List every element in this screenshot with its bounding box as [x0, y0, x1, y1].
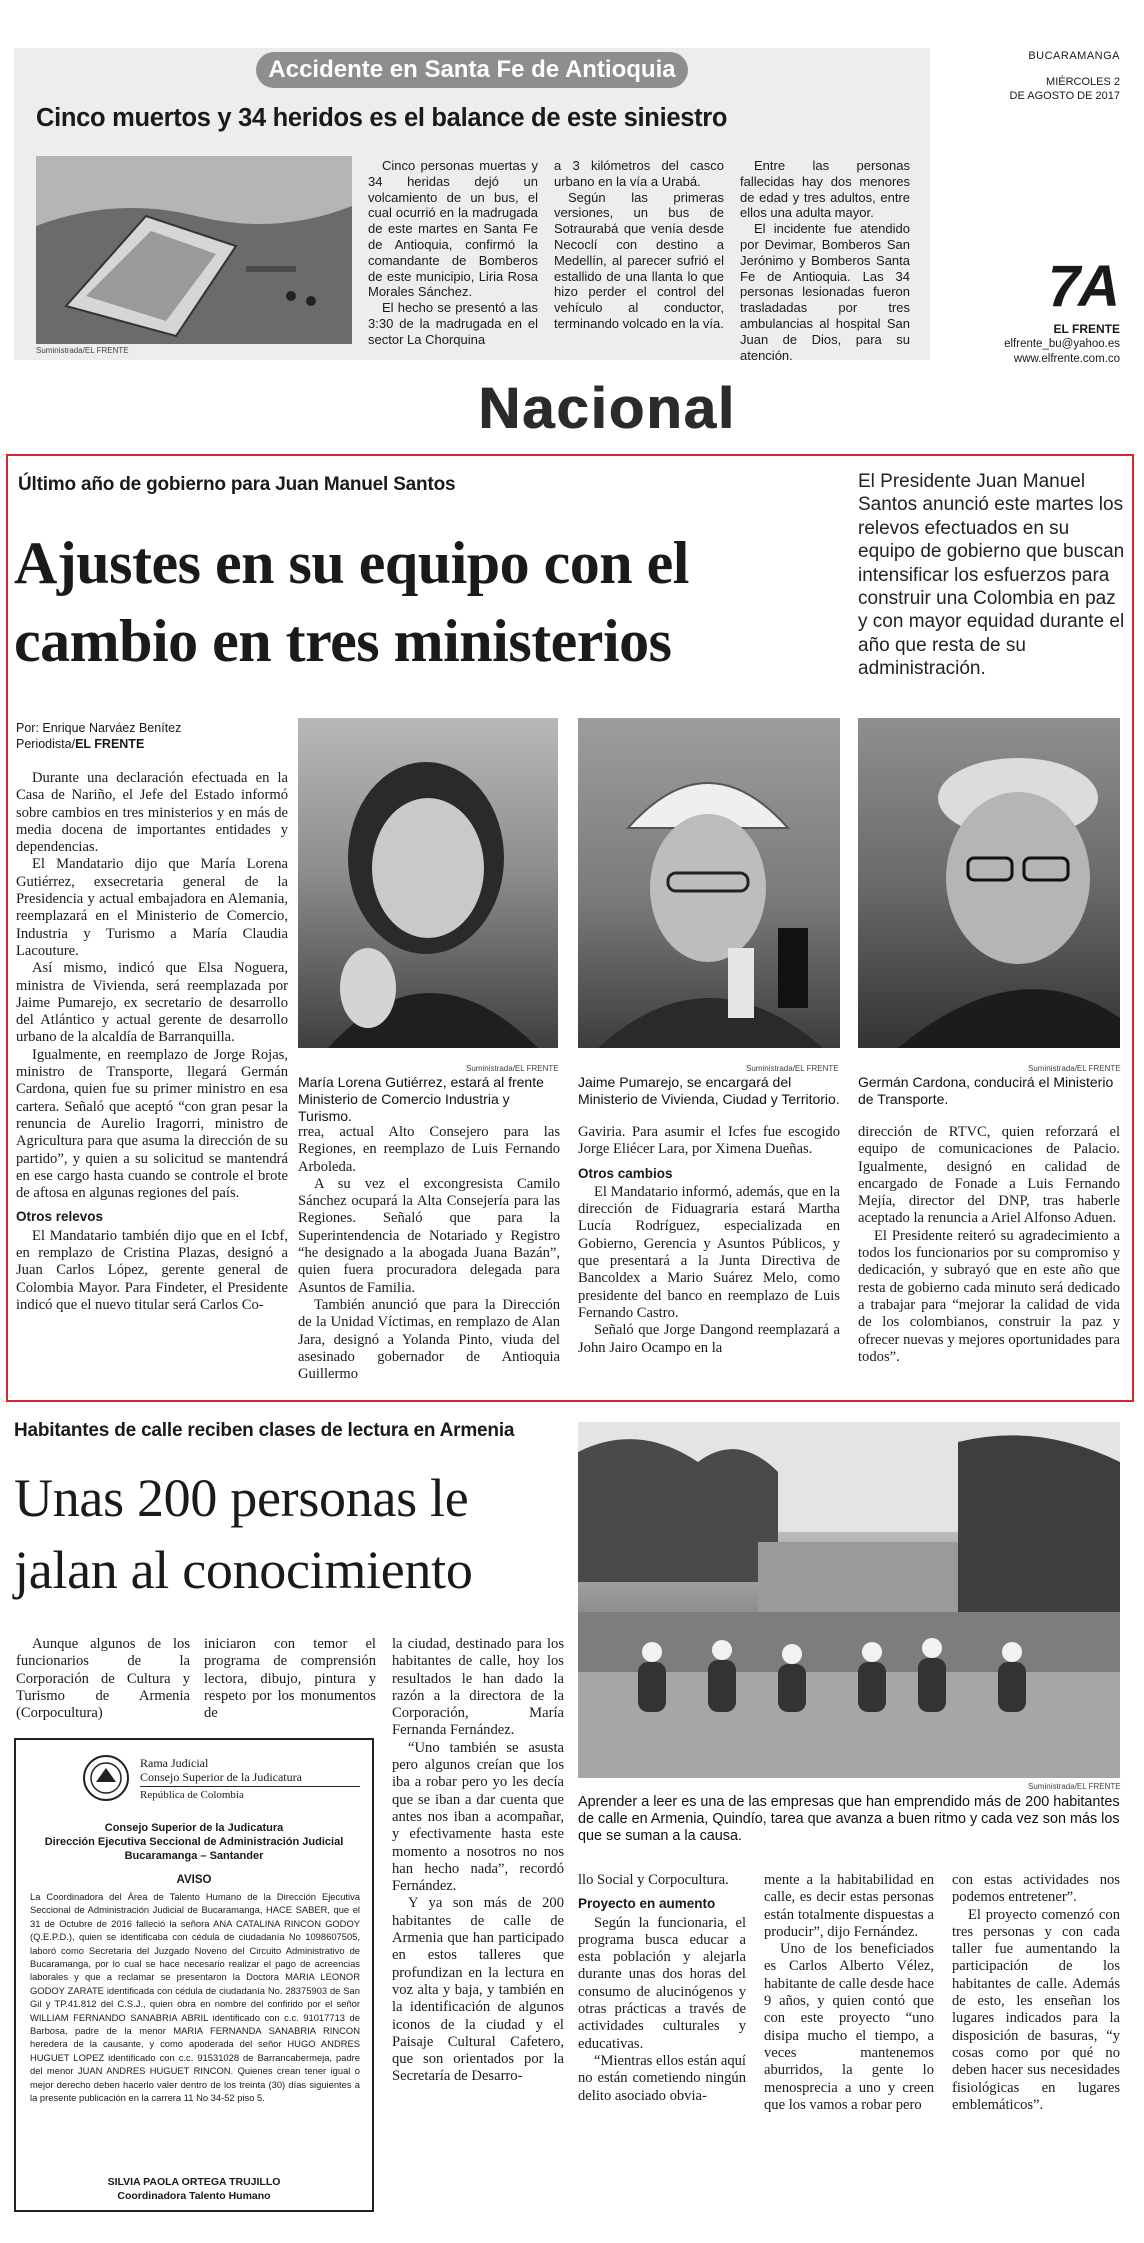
notice-org-3: República de Colombia	[140, 1786, 360, 1802]
byline-author: Por: Enrique Narváez Benítez	[16, 721, 182, 735]
second-col-5	[764, 1872, 934, 2114]
second-col5-paragraph: Uno de los beneficiados es Carlos Alberto Vélez, habitante de calle desde hace 9 años, y quien contó que con este proyecto “uno disipa mucho el tiempo, a veces mantenemos aburridos, la gente lo menosprecia a uno y creen que los vamos a robar pero	[764, 1941, 934, 2113]
second-col-2	[204, 1636, 376, 1722]
main-col-2	[298, 1124, 560, 1383]
second-headline: Unas 200 personas le jalan al conocimiento	[14, 1468, 473, 1600]
bus-accident-illustration	[36, 156, 352, 344]
portrait-man-glasses-illustration	[858, 718, 1120, 1048]
notice-head-3: Bucaramanga – Santander	[124, 1850, 264, 1862]
notice-org-2: Consejo Superior de la Judicatura	[140, 1770, 302, 1784]
second-col4-paragraph: Según la funcionaria, el programa busca educar a esta población y alejarla durante unas dos horas del consumo de alucinógenos y otras prácticas a través de actividades culturales y educativas.	[578, 1914, 746, 2052]
judiciary-seal-icon	[82, 1754, 130, 1802]
main-col1-paragraph: Durante una declaración efectuada en la Casa de Nariño, el Jefe del Estado informó sobre cambios en tres ministerios y en más de media docena de importantes entidades y dependencias.	[16, 770, 288, 856]
page-number: 7A	[1047, 254, 1118, 319]
photo-credit-3: Suministrada/EL FRENTE	[1028, 1064, 1121, 1073]
main-lede: El Presidente Juan Manuel Santos anunció este martes los relevos efectuados en su equipo de gobierno que buscan intensificar los esfuerzos para construir una Colombia en paz y con mayor equidad durante el año que resta de su administración.	[858, 471, 1125, 680]
notice-signer-title: Coordinadora Talento Humano	[117, 2190, 271, 2202]
masthead-date-2: DE AGOSTO DE 2017	[1009, 90, 1120, 102]
main-col4-paragraph: dirección de RTVC, quien reforzará el equipo de comunicaciones de Palacio. Igualmente, designó en calidad de encargado de Fonade a Luis Fernando Mejía, director del DNP, tras haberle aceptado la renuncia a Ariel Alfonso Aduen.	[858, 1124, 1120, 1227]
top-col3-paragraph: El incidente fue atendido por Devimar, Bomberos San Jerónimo y Bomberos Santa Fe de Antioquia. Las 34 personas lesionadas fueron trasladadas por tres ambulancias al hospital San Juan de Dios, para su atención.	[740, 221, 910, 363]
second-col5-paragraph: mente a la habitabilidad en calle, es decir estas personas están totalmente dispuestas a producir”, dijo Fernández.	[764, 1872, 934, 1940]
main-col2-paragraph: También anunció que para la Dirección de la Unidad Víctimas, en remplazo de Alan Jara, designó a Yolanda Pinto, viuda del asesinado gobernador de Antioquia Guillermo	[298, 1296, 560, 1383]
second-col4-paragraph: “Mientras ellos están aquí no están cometiendo ningún delito asociado obvia-	[578, 2052, 746, 2104]
main-kicker: Último año de gobierno para Juan Manuel Santos	[18, 474, 456, 495]
byline-role	[16, 737, 296, 751]
second-col1-paragraph: Aunque algunos de los funcionarios de la Corporación de Cultura y Turismo de Armenia (Corpocultura)	[16, 1636, 190, 1722]
notice-title: AVISO	[176, 1874, 212, 1886]
main-col1-paragraph: El Mandatario también dijo que en el Icbf, en remplazo de Cristina Plazas, designó a Juan Carlos López, gerente general de Colombia Mayor. Para Findeter, el Presidente indicó que el nuevo titular será Carlos Co-	[16, 1227, 288, 1313]
second-col4-paragraph: llo Social y Corpocultura.	[578, 1872, 729, 1888]
second-col-1	[16, 1636, 190, 1722]
notice-body: La Coordinadora del Área de Talento Humano de la Dirección Ejecutiva Seccional de Administración Judicial de Bucaramanga, HACE SABER, que el 31 de Octubre de 2016 falleció la señora ANA CATALINA RINCON GODOY (Q.E.P.D.), quien se identificaba con cédula de ciudadanía No 1098607505, laboró como Secretaria del Juzgado Noveno del Circuito Administrativo de Bucaramanga, por lo cual se hace necesario realizar el pago de acreencias laborales y que a reclamar se presentaron la Doctora MARIA LEONOR GODOY ZARATE identificada con cédula de ciudadanía No. 28375903 de San Gil y TP.41.812 del C.S.J., quien obra en nombre del confirido por el señor WILLIAM FERNANDO SANABRIA ABRIL identificado con c.c. 91017713 de Barbosa, padre de la menor MARIA FERNANDA SANABRIA RINCON heredera de la causante, y como apoderada del señor HUGO ANDRES HUGUET LOPEZ identificado con c.c. 91531028 de Barrancabermeja, padre del menor JUAN ANDRES HUGUET RINCON. Quienes crean tener igual o mejor derecho deben hacerlo valer dentro de los treinta (30) días siguientes a la presente publicación en la carrera 11 No 34-52 piso 5.	[30, 1891, 360, 2104]
main-headline: Ajustes en su equipo con el cambio en tres ministerios	[14, 530, 689, 674]
main-col3-paragraph: Señaló que Jorge Dangond reemplazará a John Jairo Ocampo en la	[578, 1322, 840, 1356]
notice-head-2: Dirección Ejecutiva Seccional de Administración Judicial	[44, 1836, 344, 1848]
portrait-man-helmet-illustration	[578, 718, 840, 1048]
top-col-2	[554, 158, 724, 332]
main-subhead-otros-relevos: Otros relevos	[16, 1209, 104, 1225]
caption-cardona: Germán Cardona, conducirá el Ministerio de Transporte.	[858, 1074, 1114, 1107]
top-story-headline: Cinco muertos y 34 heridos es el balance de este siniestro	[36, 104, 728, 132]
notice-head-1: Consejo Superior de la Judicatura	[104, 1822, 284, 1834]
main-subhead-otros-cambios: Otros cambios	[578, 1165, 673, 1181]
masthead-email[interactable]: elfrente_bu@yahoo.es	[1004, 338, 1120, 350]
top-col1-paragraph: El hecho se presentó a las 3:30 de la madrugada en el sector La Chorquina	[368, 300, 538, 347]
second-col-4	[578, 1872, 746, 2105]
reading-class-photo	[578, 1422, 1120, 1778]
portrait-woman-illustration	[298, 718, 558, 1048]
second-col6-paragraph: con estas actividades nos podemos entretener”.	[952, 1872, 1120, 1906]
top-photo-credit: Suministrada/EL FRENTE	[36, 346, 129, 355]
masthead-city: BUCARAMANGA	[1028, 50, 1120, 62]
second-kicker: Habitantes de calle reciben clases de lectura en Armenia	[14, 1420, 515, 1441]
photo-german-cardona	[858, 718, 1120, 1048]
main-col1-paragraph: El Mandatario dijo que María Lorena Gutiérrez, exsecretaria general de la Presidencia y actual embajadora en Alemania, reemplazará en el Ministerio de Comercio, Industria y Turismo a María Claudia Lacouture.	[16, 856, 288, 959]
main-col-1	[16, 770, 288, 1314]
second-photo-credit: Suministrada/EL FRENTE	[1028, 1782, 1121, 1791]
top-col1-paragraph: Cinco personas muertas y 34 heridas dejó un volcamiento de un bus, el cual ocurrió en la madrugada de este martes en Santa Fe de Antioquia, confirmó la comandante de Bomberos de este municipio, Liria Rosa Morales Sánchez.	[368, 158, 538, 300]
notice-org-1: Rama Judicial	[140, 1756, 209, 1770]
section-title: Nacional	[478, 376, 736, 441]
main-col-4	[858, 1124, 1120, 1366]
second-col-3	[392, 1636, 564, 2086]
photo-jaime-pumarejo	[578, 718, 840, 1048]
byline-prefix: Periodista/	[16, 737, 76, 751]
byline-paper: EL FRENTE	[75, 737, 145, 751]
second-col3-paragraph: “Uno también se asusta pero algunos creían que los iba a robar pero yo les decía que se iban a dar cuenta que antes nos iban a acompañar, y efectivamente hasta este momento a nosotros no nos han hecho nada”, recordó Fernández.	[392, 1739, 564, 1895]
main-col3-paragraph: El Mandatario informó, además, que en la dirección de Fiduagraria estará Martha Lucía Rodríguez, especializada en Gobierno, Gerencia y Asuntos Públicos, y que presentará a la Junta Directiva de Bancoldex a Mario Suárez Melo, como presidente del banco en reemplazo de Luis Fernando Castro.	[578, 1183, 840, 1321]
masthead-date-1: MIÉRCOLES 2	[1046, 76, 1120, 88]
legal-notice	[14, 1738, 374, 2212]
masthead-web[interactable]: www.elfrente.com.co	[1013, 353, 1120, 365]
photo-maria-lorena-gutierrez	[298, 718, 558, 1048]
top-col-1	[368, 158, 538, 348]
top-story-kicker: Accidente en Santa Fe de Antioquia	[256, 52, 688, 88]
main-col2-paragraph: A su vez el excongresista Camilo Sánchez ocupará la Alta Consejería para las Regiones. Señaló que para la Superintendencia de Notariado y Registro “he designado a la abogada Juana Bazán”, quien fuera procuradora delegada para Asuntos de Familia.	[298, 1175, 560, 1296]
second-caption: Aprender a leer es una de las empresas que han emprendido más de 200 habitantes de calle en Armenia, Quindío, tarea que avanza a buen ritmo y cada vez son más los que se suman a la causa.	[578, 1794, 1120, 1844]
main-col-3	[578, 1124, 840, 1357]
main-col3-paragraph: Gaviria. Para asumir el Icfes fue escogido Jorge Eliécer Lara, por Ximena Dueñas.	[578, 1124, 840, 1158]
top-col2-paragraph: a 3 kilómetros del casco urbano en la vía a Urabá.	[554, 158, 724, 189]
top-col-3	[740, 158, 910, 363]
second-col3-paragraph: la ciudad, destinado para los habitantes de calle, hoy los resultados le han dado la razón a la directora de la Corporación, María Fernanda Fernández.	[392, 1636, 564, 1739]
caption-gutierrez: María Lorena Gutiérrez, estará al frente Ministerio de Comercio Industria y Turismo.	[298, 1074, 544, 1124]
second-col6-paragraph: El proyecto comenzó con tres personas y con cada taller fue aumentando la participación de los habitantes de calle. Además de esto, les enseñan los lugares indicados para la disposición de basuras, “y cosas como por qué no deben hacer sus necesidades fisiológicas en lugares emblemáticos”.	[952, 1906, 1120, 2113]
main-col1-paragraph: Así mismo, indicó que Elsa Noguera, ministra de Vivienda, será reemplazada por Jaime Pumarejo, ex secretario de desarrollo del Atlántico y actual gerente de desarrollo urbano de la alcaldía de Barranquilla.	[16, 960, 288, 1046]
photo-credit-1: Suministrada/EL FRENTE	[466, 1064, 559, 1073]
bus-accident-photo	[36, 156, 352, 344]
notice-signer: SILVIA PAOLA ORTEGA TRUJILLO	[107, 2176, 281, 2188]
second-col2-paragraph: iniciaron con temor el programa de comprensión lectora, dibujo, pintura y respeto por los monumentos de	[204, 1636, 376, 1722]
main-col1-paragraph: Igualmente, en reemplazo de Jorge Rojas, ministro de Transporte, llegará Germán Cardona, quien fue su primer ministro en esa cartera. Señaló que aceptó “con gran pesar la renuncia de Aurelio Iragorri, ministro de Agricultura para que asuma la dirección de su partido”, y quien a su solicitud se mantendrá en ese cargo hasta cuando se controle el brote de aftosa en algunas regiones del país.	[16, 1046, 288, 1202]
reading-class-illustration	[578, 1422, 1120, 1778]
second-col-6	[952, 1872, 1120, 2114]
top-col3-paragraph: Entre las personas fallecidas hay dos menores de edad y tres adultos, entre ellos una adulta mayor.	[740, 158, 910, 221]
second-subhead-proyecto: Proyecto en aumento	[578, 1896, 716, 1912]
second-col3-paragraph: Y ya son más de 200 habitantes de calle de Armenia que han participado en estos talleres que profundizan en la lectura en voz alta y baja, y también en la identificación de algunos iconos de la ciudad y el Paisaje Cultural Cafetero, que son orientados por la Secretaría de Desarro-	[392, 1895, 564, 2085]
caption-pumarejo: Jaime Pumarejo, se encargará del Ministerio de Vivienda, Ciudad y Territorio.	[578, 1074, 840, 1107]
top-col2-paragraph: Según las primeras versiones, un bus de Sotraurabá que venía desde Necoclí con destino a Medellín, al parecer sufrió el estallido de una llanta lo que hizo perder el control del vehículo al conductor, terminando volcado en la vía.	[554, 189, 724, 331]
main-col2-paragraph: rrea, actual Alto Consejero para las Regiones, en reemplazo de Luis Fernando Arboleda.	[298, 1124, 560, 1175]
main-col4-paragraph: El Presidente reiteró su agradecimiento a todos los funcionarios por su compromiso y dedicación, y subrayó que en este año que resta de gobierno cada minuto será dedicado a trabajar para “mejorar la calidad de vida de los colombianos, construir la paz y ofrecer nuevas y mejores oportunidades para todos”.	[858, 1227, 1120, 1365]
masthead-paper: EL FRENTE	[1053, 322, 1120, 336]
photo-credit-2: Suministrada/EL FRENTE	[746, 1064, 839, 1073]
